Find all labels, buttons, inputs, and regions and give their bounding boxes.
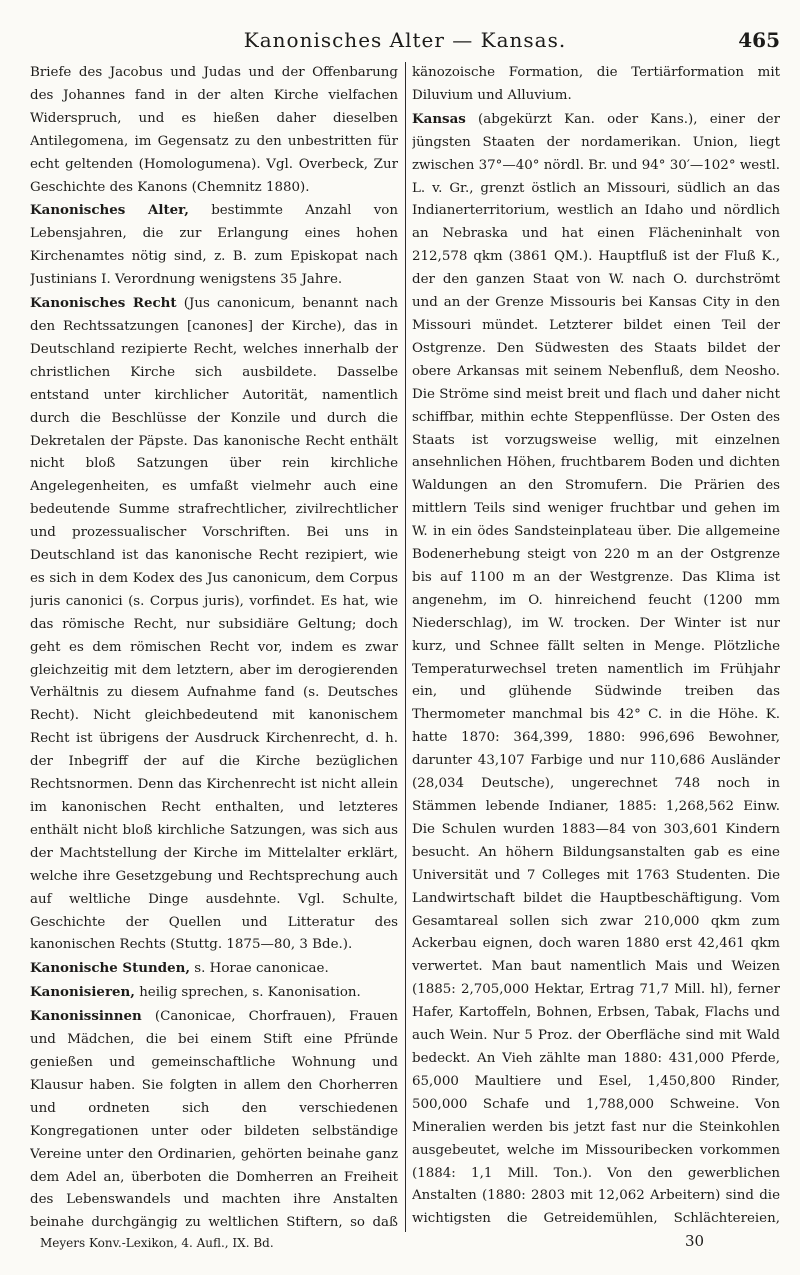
page-footer — [30, 1232, 780, 1258]
entry-headword: Kanonisches Alter, — [30, 202, 189, 219]
signature-number: 30 — [685, 1232, 705, 1250]
dictionary-entry — [30, 957, 398, 981]
entry-text: bestimmte Anzahl von Lebensjahren, die zur Erlangung eines hohen Kirchenamtes nötig sind, z. B. zum Episkopat nach Justinians I. Verordnung wenigstens 35 Jahre. — [30, 203, 398, 288]
entry-headword: Kanonische Stunden, — [30, 960, 191, 977]
entry-text: känozoische Formation, die Tertiärformation mit Diluvium und Alluvium. — [412, 65, 780, 103]
dictionary-entry — [412, 62, 780, 108]
entry-text: heilig sprechen, s. Kanonisation. — [139, 985, 361, 1001]
right-column — [412, 62, 780, 1232]
entry-text: (abgekürzt Kan. oder Kans.), einer der jüngsten Staaten der nordamerikan. Union, liegt zwischen 37°—40° nördl. Br. und 94° 30′—102° westl. L. v. Gr., grenzt östlich an Missouri, südlich an das Indianerterritorium, westlich an Idaho und nördlich an Nebraska und hat einen Flächeninhalt von 212,578 qkm (3861 QM.). Hauptfluß ist der Fluß K., der den ganzen Staat von W. nach O. durchströmt und an der Grenze Missouris bei Kansas City in den Missouri mündet. Letzterer bildet einen Teil der Ostgrenze. Den Südwesten des Staats bildet der obere Arkansas mit seinem Nebenfluß, dem Neosho. Die Ströme sind meist breit und flach und daher nicht schiffbar, mithin echte Steppenflüsse. Der Osten des Staats ist vorzugsweise wellig, mit einzelnen ansehnlichen Höhen, fruchtbarem Boden und dichten Waldungen an den Stromufern. Die Prärien des mittlern Teils sind weniger fruchtbar und gehen im W. in ein ödes Sandsteinplateau über. Die allgemeine Bodenerhebung steigt von 220 m an der Ostgrenze bis auf 1100 m an der Westgrenze. Das Klima ist angenehm, im O. hinreichend feucht (1200 mm Niederschlag), im W. trocken. Der Winter ist nur kurz, und Schnee fällt selten in Menge. Plötzliche Temperaturwechsel treten namentlich im Frühjahr ein, und glühende Südwinde treiben das Thermometer manchmal bis 42° C. in die Höhe. K. hatte 1870: 364,399, 1880: 996,696 Bewohner, darunter 43,107 Farbige und nur 110,686 Ausländer (28,034 Deutsche), ungerechnet 748 noch in Stämmen lebende Indianer, 1885: 1,268,562 Einw. Die Schulen wurden 1883—84 von 303,601 Kindern besucht. An höhern Bildungsanstalten gab es eine Universität und 7 Colleges mit 1763 Studenten. Die Landwirtschaft bildet die Hauptbeschäftigung. Vom Gesamtareal sollen sich zwar 210,000 qkm zum Ackerbau eignen, doch waren 1880 erst 42,461 qkm verwertet. Man baut namentlich Mais und Weizen (1885: 2,705,000 Hektar, Ertrag 71,7 Mill. hl), ferner Hafer, Kartoffeln, Bohnen, Erbsen, Tabak, Flachs und auch Wein. Nur 5 Proz. der Oberfläche sind mit Wald bedeckt. An Vieh zählte man 1880: 431,000 Pferde, 65,000 Maultiere und Esel, 1,450,800 Rinder, 500,000 Schafe und 1,788,000 Schweine. Von Mineralien werden bis jetzt fast nur die Steinkohlen ausgebeutet, welche im Missouribecken vorkommen (1884: 1,1 Mill. Ton.). Von den gewerblichen Anstalten (1880: 2803 mit 12,062 Arbeitern) sind die wichtigsten die Getreidemühlen, Schlächtereien, — [412, 111, 780, 1227]
running-head: Kanonisches Alter — Kansas. — [243, 28, 567, 52]
page-header — [30, 28, 780, 60]
text-columns — [30, 62, 780, 1232]
entry-text: (Jus canonicum, benannt nach den Rechtssatzungen [canones] der Kirche), das in Deutschland rezipierte Recht, welches innerhalb der christlichen Kirche sich ausbildete. Dasselbe entstand unter kirchlicher Autorität, namentlich durch die Beschlüsse der Konzile und durch die Dekretalen der Päpste. Das kanonische Recht enthält nicht bloß Satzungen über rein kirchliche Angelegenheiten, es umfaßt vielmehr auch eine bedeutende Summe strafrechtlicher, zivilrechtlicher und prozessualischer Vorschriften. Bei uns in Deutschland ist das kanonische Recht rezipiert, wie es sich in dem Kodex des Jus canonicum, dem Corpus juris canonici (s. Corpus juris), vorfindet. Es hat, wie das römische Recht, nur subsidiäre Geltung; doch geht es dem römischen Recht vor, indem es zwar gleichzeitig mit dem letztern, aber im derogierenden Verhältnis zu diesem Aufnahme fand (s. Deutsches Recht). Nicht gleichbedeutend mit kanonischem Recht ist übrigens der Ausdruck Kirchenrecht, d. h. der Inbegriff der auf die Kirche bezüglichen Rechtsnormen. Denn das Kirchenrecht ist nicht allein im kanonischen Recht enthalten, und letzteres enthält nicht bloß kirchliche Satzungen, was sich aus der Machtstellung der Kirche im Mittelalter erklärt, welche ihre Gesetzgebung und Rechtsprechung auch auf weltliche Dinge ausdehnte. Vgl. Schulte, Geschichte der Quellen und Litteratur des kanonischen Rechts (Stuttg. 1875—80, 3 Bde.). — [30, 296, 398, 953]
dictionary-entry — [30, 981, 398, 1005]
entry-headword: Kanonisches Recht — [30, 295, 177, 312]
left-column — [30, 62, 398, 1232]
dictionary-entry — [30, 292, 398, 957]
entry-headword: Kanonissinnen — [30, 1008, 142, 1025]
page-number: 465 — [738, 28, 780, 52]
dictionary-entry — [30, 199, 398, 292]
entry-headword: Kansas — [412, 110, 466, 127]
signature-line: Meyers Konv.-Lexikon, 4. Aufl., IX. Bd. — [40, 1236, 274, 1250]
entry-headword: Kanonisieren, — [30, 984, 135, 1001]
dictionary-entry — [30, 1005, 398, 1232]
dictionary-entry — [30, 62, 398, 199]
dictionary-entry — [412, 108, 780, 1232]
column-divider — [405, 62, 406, 1232]
entry-text: Briefe des Jacobus und Judas und der Offenbarung des Johannes fand in der alten Kirche vielfachen Widerspruch, und es hießen daher dieselben Antilegomena, im Gegensatz zu den unbestritten für echt geltenden (Homologumena). Vgl. Overbeck, Zur Geschichte des Kanons (Chemnitz 1880). — [30, 65, 398, 195]
entry-text: (Canonicae, Chorfrauen), Frauen und Mädchen, die bei einem Stift eine Pfründe genießen und gemeinschaftliche Wohnung und Klausur haben. Sie folgten in allem den Chorherren und ordneten sich den verschiedenen Kongregationen unter oder bildeten selbständige Vereine unter den Ordinarien, gehörten beinahe ganz dem Adel an, überboten die Domherren an Freiheit des Lebenswandels und machten ihre Anstalten beinahe durchgängig zu weltlichen Stiftern, so daß — [30, 1009, 398, 1231]
entry-text: s. Horae canonicae. — [194, 961, 329, 977]
